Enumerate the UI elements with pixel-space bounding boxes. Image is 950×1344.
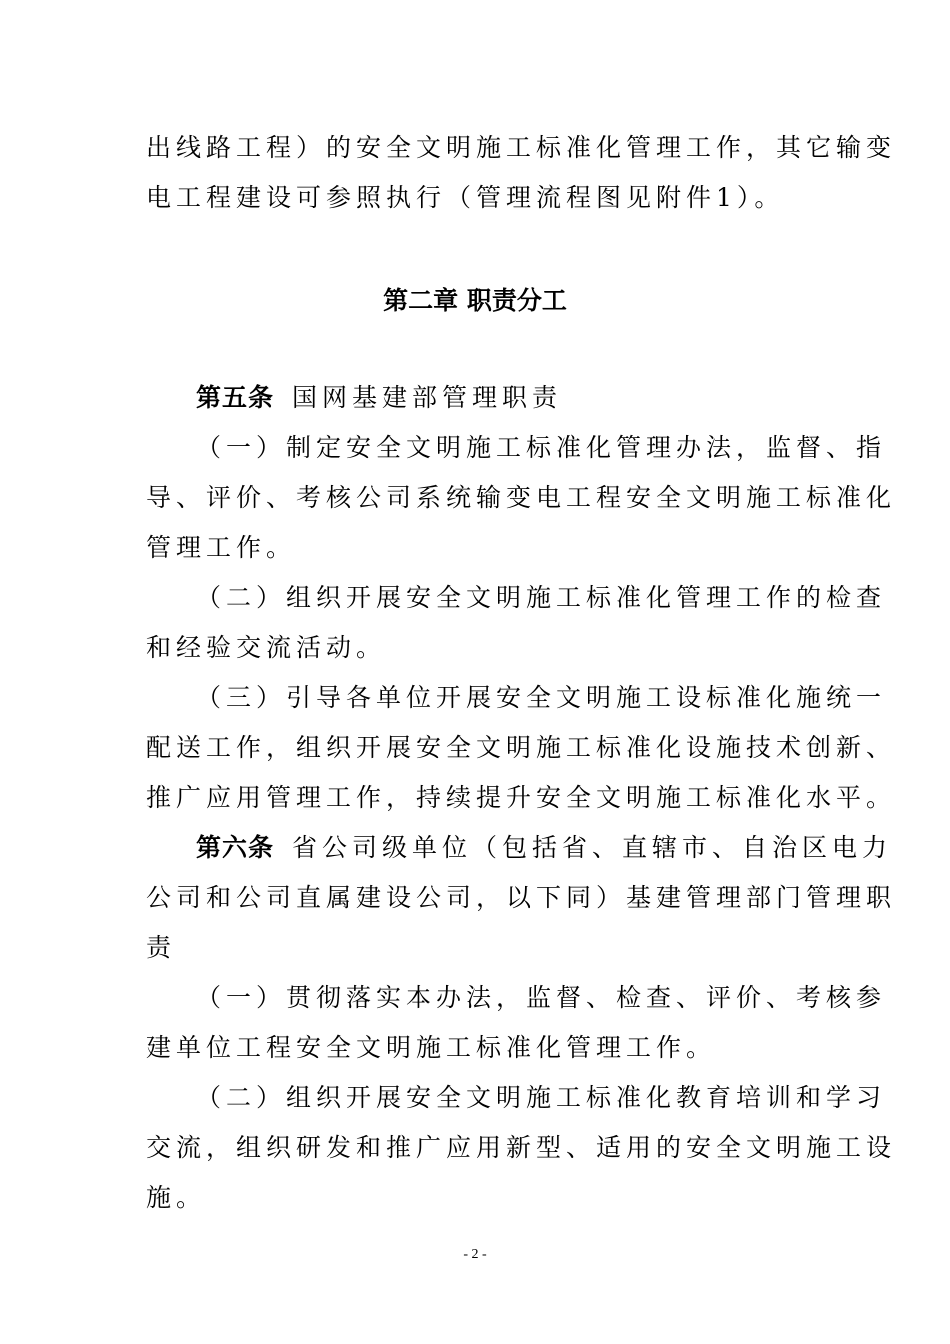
- article-heading: [196, 831, 893, 865]
- body-text-line: （三）引导各单位开展安全文明施工设标准化施统一: [196, 683, 887, 712]
- body-text-line: 配送工作，组织开展安全文明施工标准化设施技术创新、: [146, 733, 897, 762]
- article-title: 国网基建部管理职责: [292, 383, 563, 412]
- body-text-line: 推广应用管理工作，持续提升安全文明施工标准化水平。: [146, 783, 897, 812]
- body-text-line: 出线路工程）的安全文明施工标准化管理工作，其它输变: [146, 133, 897, 162]
- chapter-heading: 第二章 职责分工: [383, 286, 567, 315]
- article-label: 第五条: [196, 383, 275, 412]
- body-text-line: 导、评价、考核公司系统输变电工程安全文明施工标准化: [146, 483, 897, 512]
- body-text-line: 和经验交流活动。: [146, 633, 387, 662]
- body-text-line: （二）组织开展安全文明施工标准化管理工作的检查: [196, 583, 887, 612]
- article-title: 省公司级单位（包括省、直辖市、自治区电力: [292, 833, 893, 862]
- body-text-line: 施。: [146, 1183, 207, 1212]
- body-text-line: （一）制定安全文明施工标准化管理办法，监督、指: [196, 433, 887, 462]
- body-text-line: 交流，组织研发和推广应用新型、适用的安全文明施工设: [146, 1133, 897, 1162]
- article-heading: [196, 381, 811, 415]
- body-text-line: 责: [146, 933, 177, 962]
- body-text-line: 电工程建设可参照执行（管理流程图见附件1）。: [146, 183, 785, 212]
- body-text-line: （一）贯彻落实本办法，监督、检查、评价、考核参: [196, 983, 887, 1012]
- body-text-line: 公司和公司直属建设公司，以下同）基建管理部门管理职: [146, 883, 897, 912]
- article-label: 第六条: [196, 833, 275, 862]
- page-number: - 2 -: [463, 1247, 487, 1262]
- body-text-line: 管理工作。: [146, 533, 297, 562]
- body-text-line: （二）组织开展安全文明施工标准化教育培训和学习: [196, 1083, 887, 1112]
- body-text-line: 建单位工程安全文明施工标准化管理工作。: [146, 1033, 717, 1062]
